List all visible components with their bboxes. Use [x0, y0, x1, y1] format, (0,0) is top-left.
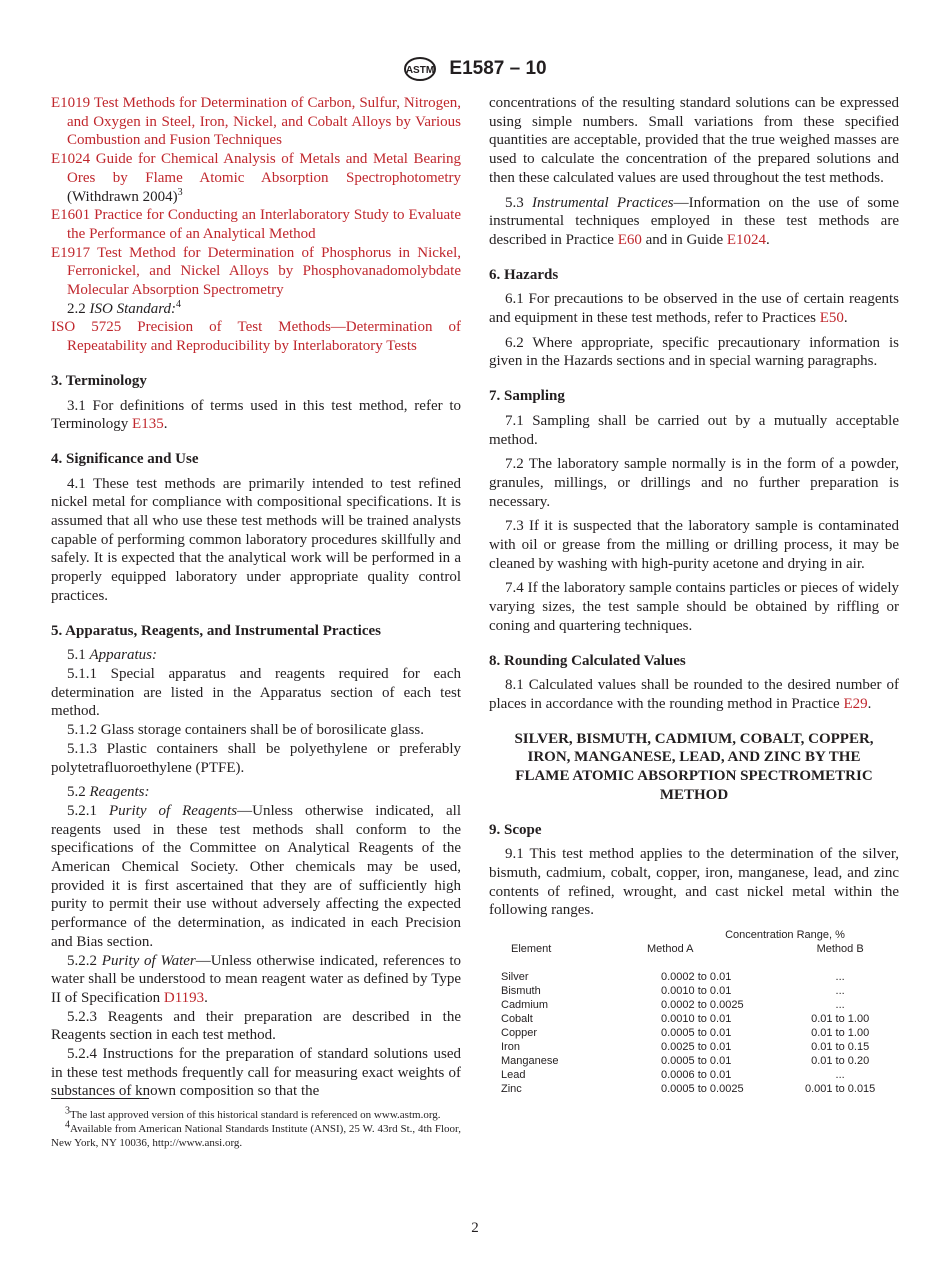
- text-run: .: [766, 231, 770, 248]
- table-row: [493, 1054, 889, 1068]
- paragraph: [51, 1045, 461, 1101]
- text-run: 6. Hazards: [489, 266, 559, 283]
- concentration-range-table: [493, 928, 889, 1096]
- table-cell: 0.0005 to 0.0025: [661, 1083, 744, 1096]
- table-cell: 0.0005 to 0.01: [661, 1027, 732, 1040]
- paragraph: [51, 721, 461, 740]
- paragraph: [489, 455, 899, 511]
- reference-item: [51, 244, 461, 300]
- section-heading: [51, 450, 461, 469]
- paragraph: [51, 646, 461, 665]
- column-header-element: Element: [511, 943, 552, 956]
- table-cell: ...: [835, 999, 845, 1012]
- text-run: 5.1.1 Special apparatus and reagents required for each determination are listed in the Apparatus section of each test method.: [51, 665, 461, 720]
- footnote-text: The last approved version of this historical standard is referenced on www.astm.org.: [70, 1109, 441, 1121]
- reference-item: [51, 206, 461, 243]
- table-cell: ...: [835, 1069, 845, 1082]
- section-heading: [489, 821, 899, 840]
- page-number: 2: [471, 1220, 479, 1236]
- text-run: .: [204, 989, 208, 1006]
- paragraph: [51, 397, 461, 434]
- table-cell: 0.0006 to 0.01: [661, 1069, 732, 1082]
- footnote: [51, 1119, 461, 1150]
- reference-link[interactable]: E29: [843, 695, 868, 712]
- table-cell: 0.0025 to 0.01: [661, 1041, 732, 1054]
- text-run: Purity of Water: [101, 952, 196, 969]
- section-heading: [489, 387, 899, 406]
- svg-text:ASTM: ASTM: [406, 65, 435, 76]
- paragraph: [489, 676, 899, 713]
- table-cell: Lead: [501, 1069, 526, 1082]
- text-run: 3.1 For definitions of terms used in this test method, refer to Terminology: [51, 397, 461, 433]
- table-cell: ...: [835, 971, 845, 984]
- section-heading: [489, 652, 899, 671]
- table-cell: ...: [835, 985, 845, 998]
- section-heading: [51, 622, 461, 641]
- text-run: .: [843, 310, 848, 327]
- reference-link[interactable]: E1024: [726, 231, 767, 248]
- text-run: 4. Significance and Use: [51, 450, 199, 467]
- text-run: Instrumental Practices: [532, 194, 674, 211]
- footnote-divider: [51, 1098, 149, 1099]
- paragraph: [489, 194, 899, 250]
- text-run: 7.2 The laboratory sample normally is in the form of a powder, granules, millings, or drillings and no further preparation is necessary.: [489, 456, 899, 510]
- table-group-header: Concentration Range, %: [725, 929, 845, 942]
- table-cell: Bismuth: [501, 985, 541, 998]
- text-run: .: [163, 416, 168, 433]
- table-cell: 0.0010 to 0.01: [661, 1013, 732, 1026]
- table-cell: 0.0010 to 0.01: [661, 985, 732, 998]
- section-heading: [503, 730, 885, 805]
- table-cell: Silver: [501, 971, 529, 984]
- text-run: SILVER, BISMUTH, CADMIUM, COBALT, COPPER, IRON, MANGANESE, LEAD, AND ZINC BY THE FLAME ATOMIC ABSORPTION SPECTROMETRIC METHOD: [514, 730, 874, 803]
- paragraph: [51, 783, 461, 802]
- column-header-method-a: Method A: [647, 943, 694, 956]
- paragraph: [51, 952, 461, 1008]
- reference-item: [51, 94, 461, 150]
- text-run: Reagents:: [89, 784, 150, 801]
- reference-link[interactable]: Test Methods for Determination of Carbon, Sulfur, Nitrogen, and Oxygen in Steel, Iron, Nickel, and Cobalt Alloys by Various Combustion and Fusion Techniques: [67, 95, 461, 149]
- paragraph: [51, 740, 461, 777]
- table-cell: Cadmium: [501, 999, 549, 1012]
- text-run: 5.2: [67, 784, 90, 801]
- reference-item: [51, 150, 461, 206]
- paragraph: [489, 94, 899, 188]
- text-run: and in Guide: [641, 231, 727, 248]
- left-column: [51, 94, 461, 1101]
- reference-link[interactable]: Precision of Test Methods—Determination of Repeatability and Reproducibility by Interlaboratory Tests: [67, 319, 461, 355]
- text-run: 2.2: [67, 300, 90, 317]
- table-cell: Iron: [501, 1041, 520, 1054]
- table-cell: 0.01 to 1.00: [811, 1013, 870, 1026]
- table-cell: Zinc: [501, 1083, 522, 1096]
- footnote-marker: 3: [177, 186, 183, 198]
- table-cell: 0.0002 to 0.01: [661, 971, 732, 984]
- text-run: 5.1.3 Plastic containers shall be polyethylene or preferably polytetrafluoroethylene (PTFE).: [51, 740, 461, 776]
- reference-link[interactable]: Guide for Chemical Analysis of Metals and Metal Bearing Ores by Flame Atomic Absorption Spectrophotometry: [67, 151, 461, 186]
- text-run: 5. Apparatus, Reagents, and Instrumental Practices: [51, 622, 381, 639]
- text-run: Apparatus:: [89, 647, 157, 664]
- footnote-marker: 4: [176, 298, 182, 310]
- text-run: 5.1: [67, 647, 90, 664]
- reference-link[interactable]: E50: [819, 310, 844, 327]
- paragraph: [489, 412, 899, 449]
- text-run: 7.4 If the laboratory sample contains particles or pieces of widely varying sizes, the test sample should be obtained by riffling or coning and quartering techniques.: [489, 580, 899, 634]
- table-row: [493, 1068, 889, 1082]
- text-run: 4.1 These test methods are primarily intended to test refined nickel metal for compliance with compositional specifications. It is assumed that all who use these test methods will be trained analysts capable of performing common laboratory procedures skillfully and safely. It is expected that the analytical work will be performed in a properly equipped laboratory under appropriate quality control practices.: [51, 475, 461, 604]
- table-cell: 0.01 to 0.20: [811, 1055, 870, 1068]
- table-cell: 0.01 to 0.15: [811, 1041, 870, 1054]
- table-cell: Copper: [501, 1027, 538, 1040]
- text-run: 5.2.3 Reagents and their preparation are described in the Reagents section in each test method.: [51, 1008, 461, 1044]
- reference-link[interactable]: E60: [617, 231, 642, 248]
- table-row: [493, 1082, 889, 1096]
- reference-link[interactable]: E1917: [51, 244, 91, 261]
- reference-link[interactable]: E1601: [51, 207, 91, 224]
- text-run: 5.2.4 Instructions for the preparation of standard solutions used in these test methods frequently call for measuring exact weights of substances of known composition so that the: [51, 1046, 461, 1100]
- text-run: 6.1 For precautions to be observed in the use of certain reagents and equipment in these test methods, refer to Practices: [489, 291, 899, 327]
- paragraph: [51, 300, 461, 319]
- table-row: [493, 970, 889, 984]
- footnotes: [51, 1098, 461, 1150]
- table-row: [493, 984, 889, 998]
- table-cell: 0.01 to 1.00: [811, 1027, 870, 1040]
- text-run: concentrations of the resulting standard solutions can be expressed using simple numbers. Small variations from these specified quantities are acceptable, provided that the true weighed masses are used to calculate the concentration of the prepared solutions and then these calculated values are used throughout the test methods.: [489, 95, 899, 186]
- footnote-text: Available from American National Standards Institute (ANSI), 25 W. 43rd St., 4th Floor, New York, NY 10036, http://www.ansi.org.: [51, 1123, 461, 1149]
- reference-link[interactable]: E135: [132, 416, 164, 433]
- footnote-number: 4: [65, 1119, 70, 1131]
- reference-link[interactable]: Test Method for Determination of Phosphorus in Nickel, Ferronickel, and Nickel Alloys by Phosphovanadomolybdate Molecular Absorption Spectrometry: [67, 244, 461, 299]
- reference-link[interactable]: E1019: [51, 95, 91, 111]
- reference-link[interactable]: E1024: [51, 151, 91, 168]
- text-run: Purity of Reagents: [109, 802, 238, 819]
- text-run: 5.2.1: [67, 802, 109, 819]
- right-column: [489, 94, 899, 1096]
- section-heading: [51, 372, 461, 391]
- reference-item: [51, 318, 461, 355]
- standard-designation: E1587 – 10: [449, 58, 547, 79]
- text-run: —Information on the use of some instrumental techniques employed in these test methods are described in Practice: [489, 194, 900, 248]
- text-run: 5.2.2: [67, 952, 102, 969]
- text-run: 5.3: [505, 194, 533, 211]
- text-run: .: [867, 695, 872, 712]
- text-run: 3. Terminology: [51, 372, 147, 389]
- reference-link[interactable]: ISO 5725: [51, 319, 122, 336]
- text-run: 7.3 If it is suspected that the laboratory sample is contaminated with oil or grease from the milling or drilling process, it may be cleaned by washing with high-purity acetone and drying in air.: [489, 518, 899, 572]
- text-run: 6.2 Where appropriate, specific precautionary information is given in the Hazards sections and in special warning paragraphs.: [489, 334, 899, 370]
- text-run: (Withdrawn 2004): [67, 188, 178, 205]
- paragraph: [51, 665, 461, 721]
- table-cell: Cobalt: [501, 1013, 533, 1026]
- table-row: [493, 1026, 889, 1040]
- section-heading: [489, 266, 899, 285]
- reference-link[interactable]: Practice for Conducting an Interlaboratory Study to Evaluate the Performance of an Analytical Method: [67, 207, 461, 242]
- table-cell: Manganese: [501, 1055, 559, 1068]
- footnote: [51, 1105, 461, 1122]
- text-run: ISO Standard:: [89, 300, 177, 317]
- paragraph: [51, 802, 461, 952]
- text-run: 5.1.2 Glass storage containers shall be of borosilicate glass.: [67, 722, 424, 739]
- column-header-method-b: Method B: [816, 943, 864, 956]
- paragraph: [51, 1008, 461, 1045]
- table-row: [493, 1040, 889, 1054]
- reference-link[interactable]: D1193: [163, 989, 205, 1006]
- table-row: [493, 1012, 889, 1026]
- table-cell: 0.001 to 0.015: [804, 1083, 876, 1096]
- text-run: 9.1 This test method applies to the determination of the silver, bismuth, cadmium, cobalt, copper, iron, manganese, lead, and zinc contents of refined, wrought, and cast nickel metal within the following ranges.: [489, 846, 899, 919]
- paragraph: [489, 845, 899, 920]
- footnote-number: 3: [65, 1105, 70, 1117]
- paragraph: [51, 475, 461, 606]
- paragraph: [489, 334, 899, 371]
- paragraph: [489, 290, 899, 327]
- text-run: —Unless otherwise indicated, references to water shall be understood to mean reagent water as defined by Type II of Specification: [51, 952, 461, 1006]
- text-run: 8.1 Calculated values shall be rounded to the desired number of places in accordance with the rounding method in Practice: [489, 677, 899, 712]
- paragraph: [489, 579, 899, 635]
- text-run: 7. Sampling: [489, 388, 565, 405]
- astm-logo-icon: [403, 56, 437, 82]
- text-run: 9. Scope: [489, 821, 542, 838]
- text-run: 8. Rounding Calculated Values: [489, 652, 686, 669]
- page-header: [0, 56, 950, 82]
- paragraph: [489, 517, 899, 573]
- text-run: —Unless otherwise indicated, all reagents used in these test methods shall conform to the specifications of the Committee on Analytical Reagents of the American Chemical Society. Other chemicals may be used, provided it is first ascertained that they are of sufficiently high purity to permit their use without adversely affecting the expected performance of the determination, as indicated in each Precision and Bias section.: [51, 802, 461, 950]
- table-row: [493, 998, 889, 1012]
- text-run: 7.1 Sampling shall be carried out by a mutually acceptable method.: [489, 412, 899, 448]
- table-cell: 0.0002 to 0.0025: [661, 999, 744, 1012]
- table-cell: 0.0005 to 0.01: [661, 1055, 732, 1068]
